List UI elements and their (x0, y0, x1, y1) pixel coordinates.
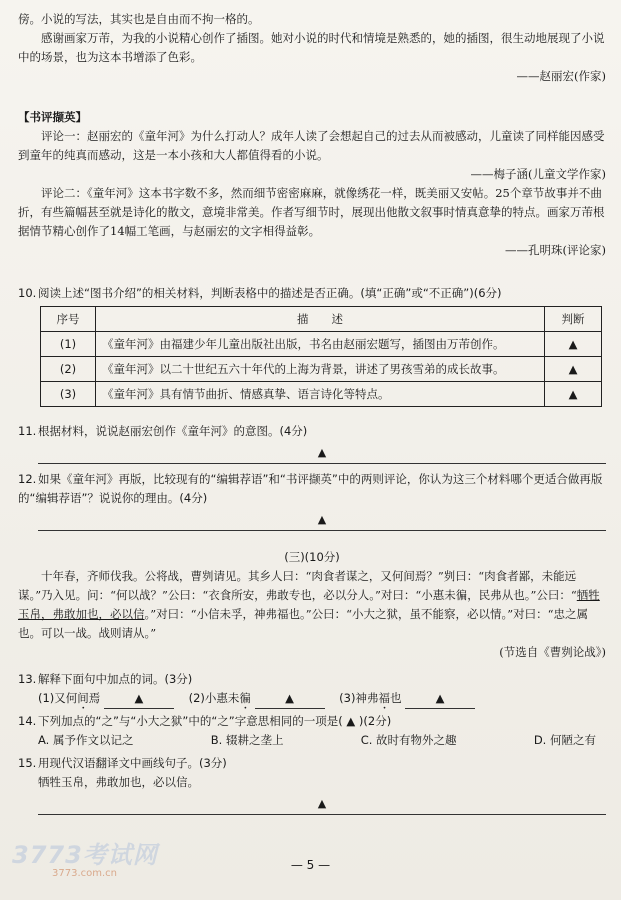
question-12 (18, 470, 606, 537)
table-row (41, 357, 602, 382)
answer-blank[interactable]: ▲ (255, 689, 325, 709)
question-text: 根据材料，说说赵丽宏创作《童年河》的意图。(4分) (38, 424, 308, 438)
question-text: 下列加点的“之”与“小大之狱”中的“之”字意思相同的一项是( (38, 714, 343, 728)
row-description: 《童年河》具有情节曲折、情感真挚、语言诗化等特点。 (96, 382, 545, 407)
judgement-table (40, 306, 602, 407)
row-number: (2) (41, 357, 96, 382)
answer-slot[interactable]: ▲ (346, 714, 356, 728)
intro-section (18, 10, 606, 86)
question-11 (18, 422, 606, 470)
q13-items: (1)又何间焉 ▲ (2)小惠未徧 ▲ (3)神弗福也 ▲ (18, 689, 606, 712)
site-watermark (12, 835, 158, 879)
table-header-row (41, 307, 602, 332)
question-text: 如果《童年河》再版，比较现有的“编辑荐语”和“书评撷英”中的两则评论，你认为这三个材料哪个更适合做再版的“编辑荐语”？说说你的理由。(4分) (18, 472, 603, 505)
intro-line: 傍。小说的写法，其实也是自由而不拘一格的。 (18, 12, 260, 26)
intro-paragraph: 感谢画家万芾，为我的小说精心创作了插图。她对小说的时代和情境是熟悉的，她的插图，很生动地展现了小说中的场景，也为这本书增添了色彩。 (18, 31, 605, 64)
review-comment-1: 评论一：赵丽宏的《童年河》为什么打动人？成年人读了会想起自己的过去从而被感动，儿童读了同样能因感受到童年的纯真而感动，这是一本小孩和大人都值得看的小说。 (18, 129, 605, 162)
underlined-sentence: 牺牲玉帛，弗敢加也，必以信 (18, 588, 600, 621)
option-d[interactable]: D. 何陋之有 (533, 733, 596, 747)
answer-blank[interactable]: ▲ (104, 689, 174, 709)
answer-slot[interactable]: ▲ (545, 357, 602, 382)
classical-passage: 十年春，齐师伐我。公将战，曹刿请见。其乡人曰：“肉食者谋之，又何间焉？”刿曰：“肉食者鄙，未能远谋。”乃入见。问：“何以战？”公曰：“衣食所安，弗敢专也，必以分人。”对曰：“小惠未徧，民弗从也。”公曰：“牺牲玉帛，弗敢加也，必以信。”对曰：“小信未孚，神弗福也。”公曰：“小大之狱，虽不能察，必以情。”对曰：“忠之属也。可以一战。战则请从。” (18, 569, 600, 640)
watermark-logo: 3773考试网 (12, 841, 158, 869)
question-number: 15. (18, 756, 37, 770)
header-judgement: 判断 (545, 307, 602, 332)
option-a[interactable]: A. 属予作文以记之 (38, 733, 134, 747)
row-number: (1) (41, 332, 96, 357)
answer-marker: ▲ (317, 513, 327, 526)
answer-slot[interactable]: ▲ (545, 332, 602, 357)
table-row (41, 332, 602, 357)
review-signature-1: ——梅子涵(儿童文学作家) (470, 167, 606, 181)
question-15 (18, 754, 606, 821)
answer-marker: ▲ (317, 797, 327, 810)
header-number: 序号 (41, 307, 96, 332)
page-number: — 5 — (290, 858, 331, 872)
review-comment-2: 评论二：《童年河》这本书字数不多，然而细节密密麻麻，就像绣花一样，既美丽又安帖。25个章节故事并不曲折，有些篇幅甚至就是诗化的散文，意境非常美。作者写细节时，展现出他散文叙事时情真意挚的特点。画家万芾根据情节精心创作了14幅工笔画，与赵丽宏的文字相得益彰。 (18, 186, 605, 238)
question-number: 12. (18, 472, 37, 486)
section-title: (三)(10分) (284, 550, 340, 564)
option-b[interactable]: B. 辍耕之垄上 (210, 733, 284, 747)
question-number: 14. (18, 714, 37, 728)
row-number: (3) (41, 382, 96, 407)
watermark-url: 3773.com.cn (52, 868, 117, 879)
question-number: 13. (18, 672, 37, 686)
options-row (18, 731, 606, 750)
row-description: 《童年河》由福建少年儿童出版社出版，书名由赵丽宏题写，插图由万芾创作。 (96, 332, 545, 357)
answer-slot[interactable]: ▲ (545, 382, 602, 407)
question-text: 解释下面句中加点的词。(3分) (38, 672, 193, 686)
translation-sentence: 牺牲玉帛，弗敢加也，必以信。 (38, 775, 199, 789)
intro-signature: ——赵丽宏(作家) (516, 69, 606, 83)
row-description: 《童年河》以二十世纪五六十年代的上海为背景，讲述了男孩雪弟的成长故事。 (96, 357, 545, 382)
question-number: 10. (18, 286, 37, 300)
question-10 (18, 284, 606, 303)
question-text: 用现代汉语翻译文中画线句子。(3分) (38, 756, 227, 770)
answer-marker: ▲ (317, 446, 327, 459)
question-text: 阅读上述“图书介绍”的相关材料，判断表格中的描述是否正确。(填“正确”或“不正确”)(6分) (38, 286, 502, 300)
review-signature-2: ——孔明珠(评论家) (505, 243, 606, 257)
answer-blank[interactable]: ▲ (405, 689, 475, 709)
header-description: 描 述 (96, 307, 545, 332)
question-14: 14. 下列加点的“之”与“小大之狱”中的“之”字意思相同的一项是( ▲ )(2分) A. 属予作文以记之 B. 辍耕之垄上 C. 故时有物外之趣 D. 何陋之有 (18, 712, 606, 750)
answer-line[interactable] (38, 794, 606, 815)
classical-section (18, 548, 606, 662)
answer-line[interactable] (38, 510, 606, 531)
question-13 (18, 670, 606, 712)
table-row (41, 382, 602, 407)
question-number: 11. (18, 424, 37, 438)
answer-line[interactable] (38, 443, 606, 464)
passage-source: (节选自《曹刿论战》) (499, 645, 606, 659)
option-c[interactable]: C. 故时有物外之趣 (360, 733, 457, 747)
review-section (18, 108, 606, 260)
review-heading: 【书评撷英】 (18, 110, 87, 124)
